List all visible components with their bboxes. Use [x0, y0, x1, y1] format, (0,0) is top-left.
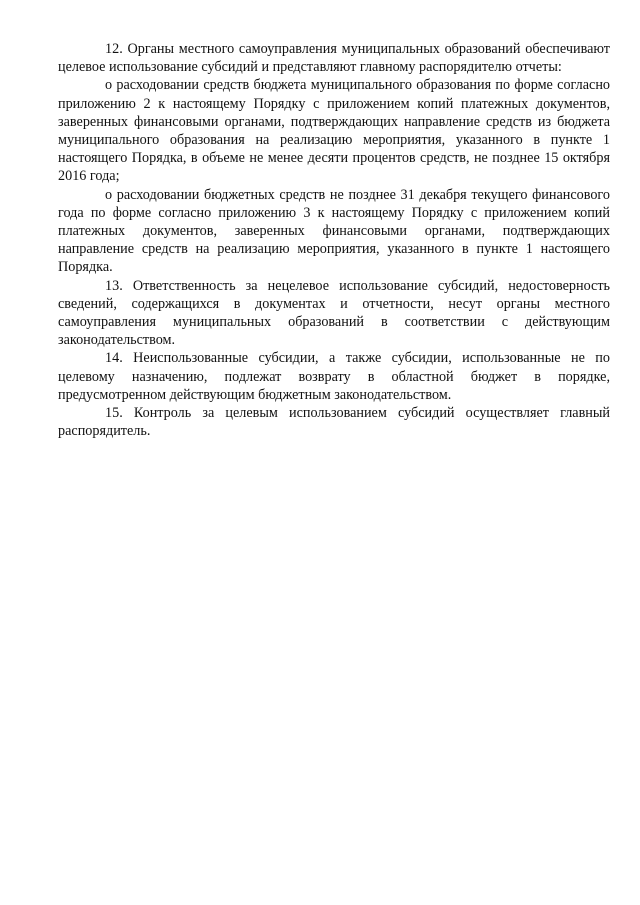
- document-page: [58, 40, 610, 440]
- paragraph-12-report-budget-funds: о расходовании бюджетных средств не позднее 31 декабря текущего финансового года по форме согласно приложению 3 к настоящему Порядку с приложением копий платежных документов, заверенных финансовыми органами, подтверждающих направление средств на реализацию мероприятия, указанного в пункте 1 настоящего Порядка.: [58, 186, 610, 276]
- paragraph-14: 14. Неиспользованные субсидии, а также субсидии, использованные не по целевому назначению, подлежат возврату в областной бюджет в порядке, предусмотренном действующим бюджетным законодательством.: [58, 350, 610, 403]
- paragraph-12-report-municipal-budget: о расходовании средств бюджета муниципального образования по форме согласно приложению 2 к настоящему Порядку с приложением копий платежных документов, заверенных финансовыми органами, подтверждающих направление средств из бюджета муниципального образования на реализацию мероприятия, указанного в пункте 1 настоящего Порядка, в объеме не менее десяти процентов средств, не позднее 15 октября 2016 года;: [58, 77, 610, 185]
- paragraph-15: 15. Контроль за целевым использованием субсидий осуществляет главный распорядитель.: [58, 405, 610, 440]
- paragraph-12: 12. Органы местного самоуправления муниципальных образований обеспечивают целевое использование субсидий и представляют главному распорядителю отчеты:: [58, 41, 610, 76]
- paragraph-13: 13. Ответственность за нецелевое использование субсидий, недостоверность сведений, содержащихся в документах и отчетности, несут органы местного самоуправления муниципальных образований в соответствии с действующим законодательством.: [58, 277, 610, 349]
